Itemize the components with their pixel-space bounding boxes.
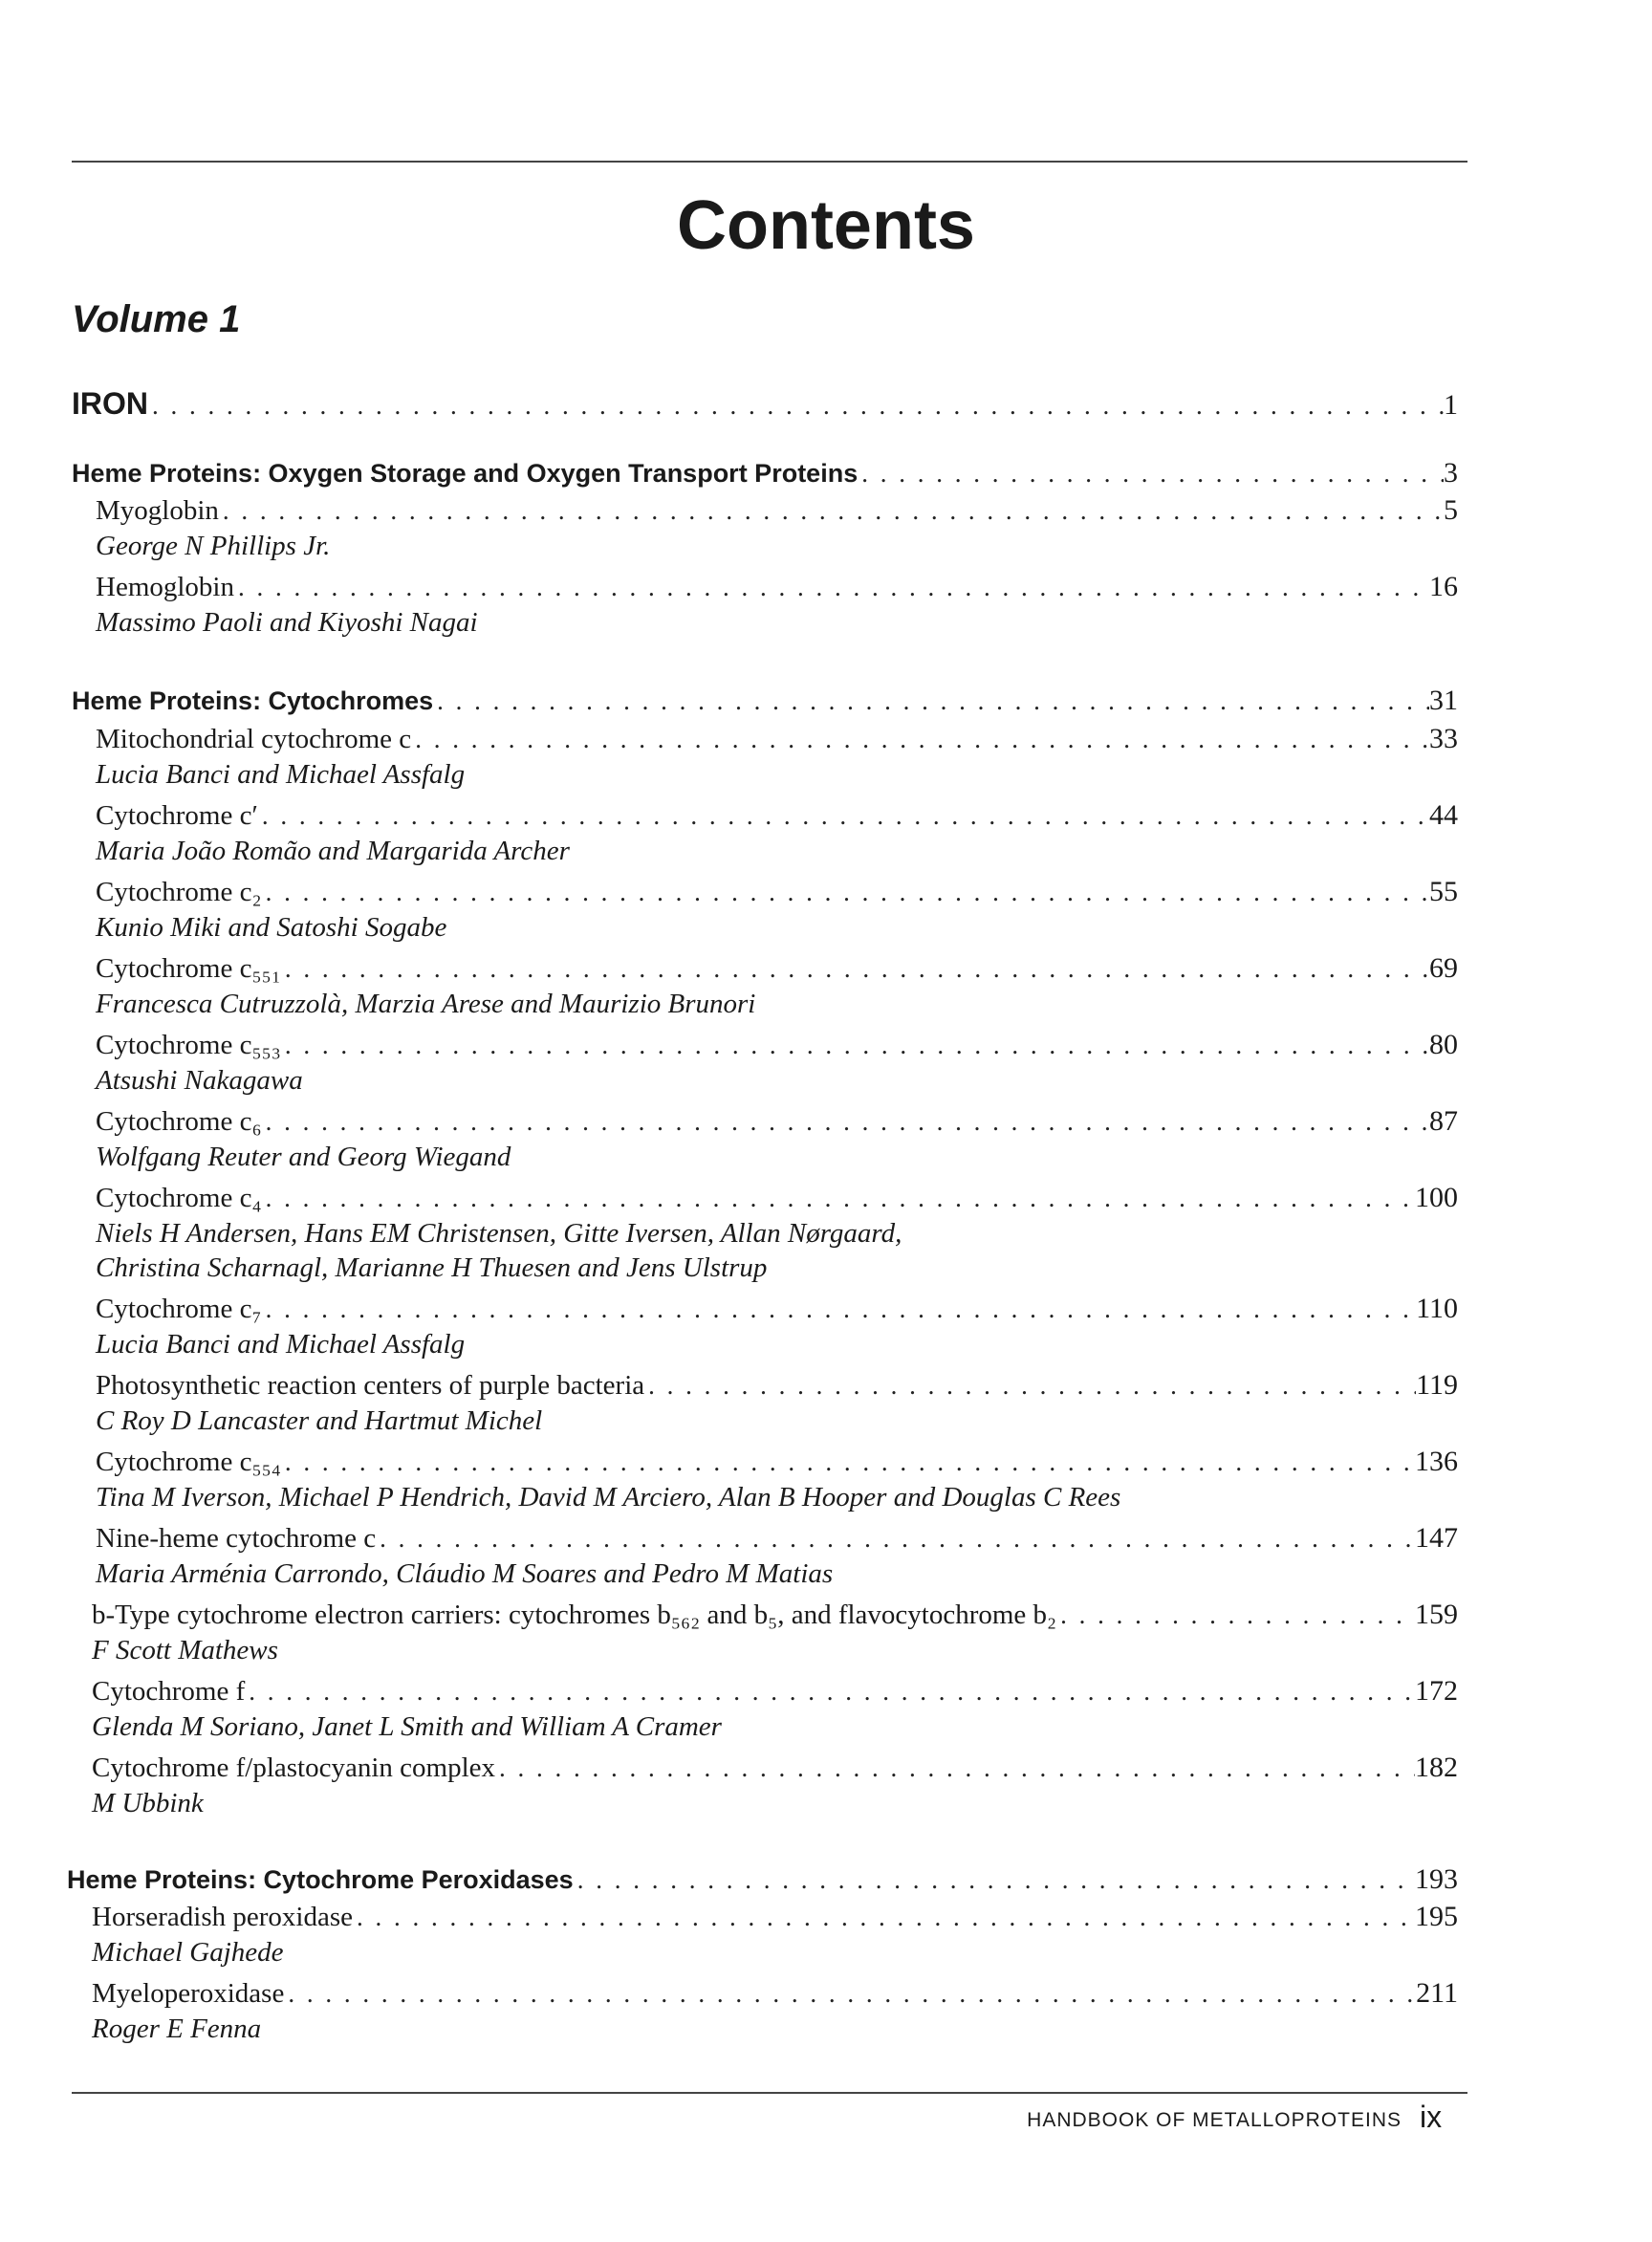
toc-section-heading-page-number: 31 bbox=[1429, 685, 1458, 716]
toc-entry bbox=[92, 1750, 1458, 1786]
toc-metal-heading-title: IRON bbox=[72, 386, 148, 421]
dot-leader bbox=[245, 1673, 1415, 1709]
toc-entry-title: Cytochrome c₅₅₁ bbox=[96, 953, 281, 984]
toc-entry bbox=[96, 569, 1458, 605]
toc-entry bbox=[96, 1367, 1458, 1404]
toc-entry-title: b-Type cytochrome electron carriers: cytochromes b₅₆₂ and b₅, and flavocytochrome b₂ bbox=[92, 1600, 1057, 1630]
volume-heading: Volume 1 bbox=[72, 298, 241, 340]
dot-leader bbox=[262, 874, 1429, 910]
toc-section-heading-page-number: 3 bbox=[1444, 457, 1458, 489]
toc-entry bbox=[96, 1027, 1458, 1063]
toc-entry-title: Myeloperoxidase bbox=[92, 1978, 285, 2009]
toc-entry bbox=[96, 721, 1458, 757]
toc-entry-page-number: 80 bbox=[1429, 1029, 1458, 1060]
toc-entry bbox=[92, 1975, 1458, 2012]
dot-leader bbox=[262, 1103, 1429, 1140]
toc-entry bbox=[92, 1673, 1458, 1709]
dot-leader bbox=[148, 384, 1444, 426]
toc-entry-page-number: 147 bbox=[1415, 1522, 1458, 1554]
toc-entry-title: Cytochrome c₂ bbox=[96, 877, 262, 907]
toc-entry bbox=[96, 1520, 1458, 1556]
dot-leader bbox=[495, 1750, 1415, 1786]
toc-entry-page-number: 110 bbox=[1416, 1293, 1458, 1324]
toc-entry-page-number: 172 bbox=[1415, 1675, 1458, 1707]
footer-page-number: ix bbox=[1420, 2100, 1443, 2134]
toc-entry-page-number: 119 bbox=[1416, 1369, 1458, 1401]
toc-entry bbox=[96, 950, 1458, 987]
toc-section-heading bbox=[72, 682, 1458, 720]
toc-entry bbox=[96, 492, 1458, 529]
toc-entry-authors: C Roy D Lancaster and Hartmut Michel bbox=[96, 1405, 543, 1436]
toc-entry bbox=[96, 797, 1458, 834]
dot-leader bbox=[574, 1861, 1415, 1899]
toc-entry bbox=[92, 1899, 1458, 1935]
toc-entry-title: Cytochrome f/plastocyanin complex bbox=[92, 1752, 496, 1783]
dot-leader bbox=[234, 569, 1429, 605]
dot-leader bbox=[858, 454, 1444, 492]
toc-entry-title: Hemoglobin bbox=[96, 572, 234, 602]
toc-entry-authors: M Ubbink bbox=[92, 1788, 204, 1818]
toc-section-heading bbox=[67, 1861, 1458, 1899]
toc-entry-authors: F Scott Mathews bbox=[92, 1635, 278, 1665]
dot-leader bbox=[353, 1899, 1415, 1935]
toc-entry-authors: Lucia Banci and Michael Assfalg bbox=[96, 759, 466, 790]
toc-section-heading bbox=[72, 454, 1458, 492]
toc-entry-page-number: 159 bbox=[1415, 1599, 1458, 1630]
toc-entry-title: Cytochrome c₅₅₄ bbox=[96, 1447, 281, 1477]
toc-entry-title: Cytochrome c₄ bbox=[96, 1183, 262, 1213]
toc-entry-page-number: 55 bbox=[1429, 876, 1458, 907]
dot-leader bbox=[376, 1520, 1415, 1556]
toc-entry-authors: George N Phillips Jr. bbox=[96, 531, 331, 561]
toc-entry bbox=[96, 1180, 1458, 1216]
toc-entry-page-number: 87 bbox=[1429, 1105, 1458, 1137]
toc-entry bbox=[96, 874, 1458, 910]
toc-entry-authors: Glenda M Soriano, Janet L Smith and William A Cramer bbox=[92, 1711, 722, 1742]
toc-entry-title: Cytochrome c₇ bbox=[96, 1294, 262, 1324]
toc-entry-page-number: 100 bbox=[1415, 1182, 1458, 1213]
toc-entry-authors: Maria Arménia Carrondo, Cláudio M Soares and Pedro M Matias bbox=[96, 1558, 834, 1589]
page-title: Contents bbox=[677, 187, 975, 264]
dot-leader bbox=[281, 1027, 1429, 1063]
toc-metal-heading bbox=[72, 382, 1458, 424]
toc-entry-authors: Atsushi Nakagawa bbox=[96, 1065, 303, 1096]
toc-entry-page-number: 33 bbox=[1429, 723, 1458, 754]
toc-entry-authors: Lucia Banci and Michael Assfalg bbox=[96, 1329, 466, 1360]
toc-entry-authors: Massimo Paoli and Kiyoshi Nagai bbox=[96, 607, 478, 638]
toc-entry-authors: Niels H Andersen, Hans EM Christensen, Gitte Iversen, Allan Nørgaard, bbox=[96, 1218, 902, 1249]
toc-entry-authors: Francesca Cutruzzolà, Marzia Arese and Maurizio Brunori bbox=[96, 989, 756, 1019]
toc-entry-title: Cytochrome c₆ bbox=[96, 1106, 262, 1137]
dot-leader bbox=[281, 1444, 1415, 1480]
toc-section-heading-title: Heme Proteins: Cytochrome Peroxidases bbox=[67, 1865, 574, 1894]
toc-entry-page-number: 182 bbox=[1415, 1752, 1458, 1783]
toc-entry-page-number: 69 bbox=[1429, 952, 1458, 984]
toc-entry bbox=[96, 1103, 1458, 1140]
dot-leader bbox=[411, 721, 1429, 757]
toc-entry bbox=[96, 1444, 1458, 1480]
toc-section-heading-title: Heme Proteins: Oxygen Storage and Oxygen Transport Proteins bbox=[72, 459, 859, 488]
toc-entry bbox=[96, 1291, 1458, 1327]
dot-leader bbox=[219, 492, 1444, 529]
toc-entry-title: Horseradish peroxidase bbox=[92, 1902, 353, 1932]
toc-entry-authors: Michael Gajhede bbox=[92, 1937, 284, 1968]
toc-entry bbox=[92, 1597, 1458, 1633]
dot-leader bbox=[1056, 1597, 1415, 1633]
toc-section-heading-page-number: 193 bbox=[1415, 1863, 1458, 1895]
toc-section-heading-title: Heme Proteins: Cytochromes bbox=[72, 686, 434, 715]
toc-entry-authors: Kunio Miki and Satoshi Sogabe bbox=[96, 912, 447, 943]
dot-leader bbox=[262, 1291, 1417, 1327]
dot-leader bbox=[284, 1975, 1416, 2012]
toc-entry-title: Myoglobin bbox=[96, 495, 219, 526]
toc-metal-heading-page-number: 1 bbox=[1444, 389, 1458, 421]
toc-entry-authors: Tina M Iverson, Michael P Hendrich, David M Arciero, Alan B Hooper and Douglas C Rees bbox=[96, 1482, 1121, 1513]
toc-entry-authors: Wolfgang Reuter and Georg Wiegand bbox=[96, 1142, 511, 1172]
toc-entry-title: Mitochondrial cytochrome c bbox=[96, 724, 412, 754]
dot-leader bbox=[262, 1180, 1415, 1216]
toc-entry-authors: Maria João Romão and Margarida Archer bbox=[96, 836, 570, 866]
dot-leader bbox=[433, 682, 1429, 720]
dot-leader bbox=[281, 950, 1429, 987]
toc-entry-page-number: 44 bbox=[1429, 799, 1458, 831]
toc-entry-authors: Roger E Fenna bbox=[92, 2013, 262, 2044]
toc-entry-page-number: 195 bbox=[1415, 1901, 1458, 1932]
toc-entry-page-number: 136 bbox=[1415, 1446, 1458, 1477]
toc-entry-page-number: 16 bbox=[1429, 571, 1458, 602]
bottom-rule bbox=[72, 2092, 1467, 2094]
toc-entry-authors: Christina Scharnagl, Marianne H Thuesen and Jens Ulstrup bbox=[96, 1252, 768, 1283]
toc-entry-title: Cytochrome f bbox=[92, 1676, 246, 1707]
toc-entry-title: Photosynthetic reaction centers of purple bacteria bbox=[96, 1370, 645, 1401]
toc-entry-page-number: 5 bbox=[1444, 494, 1458, 526]
toc-entry-title: Nine-heme cytochrome c bbox=[96, 1523, 377, 1554]
footer-book-title: HANDBOOK OF METALLOPROTEINS bbox=[1027, 2109, 1402, 2131]
dot-leader bbox=[644, 1367, 1416, 1404]
toc-entry-page-number: 211 bbox=[1416, 1977, 1458, 2009]
dot-leader bbox=[258, 797, 1429, 834]
toc-entry-title: Cytochrome c′ bbox=[96, 800, 258, 831]
toc-entry-title: Cytochrome c₅₅₃ bbox=[96, 1030, 281, 1060]
